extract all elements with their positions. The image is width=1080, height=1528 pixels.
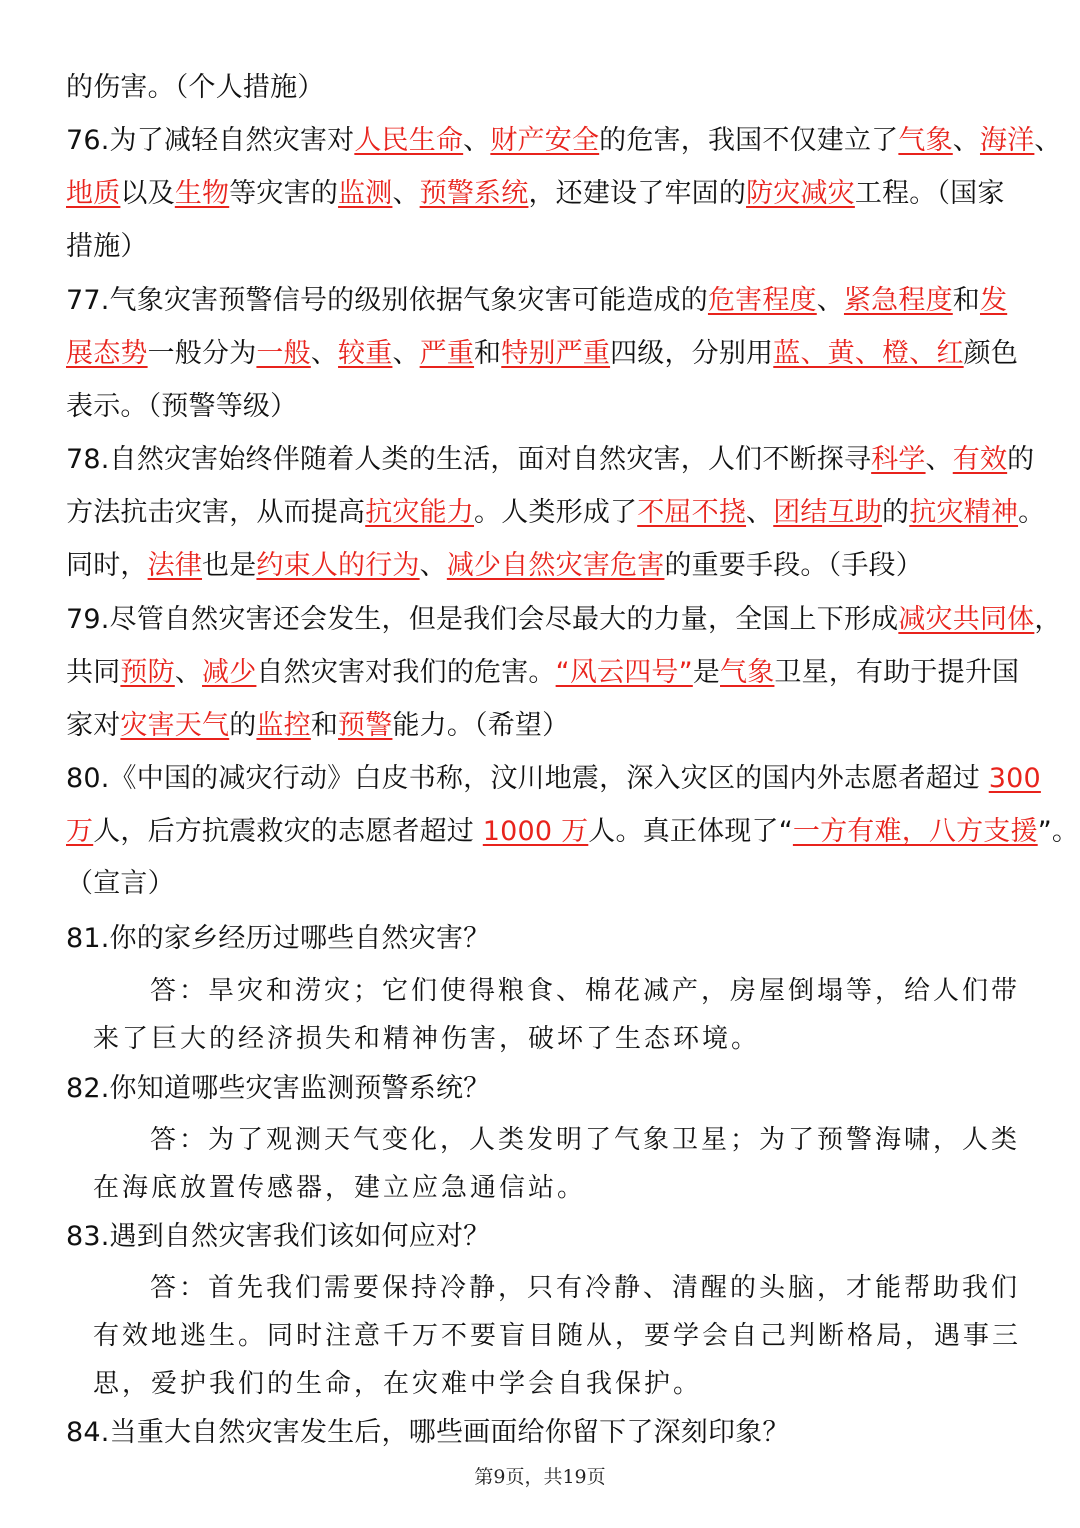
text-line [66,336,1018,372]
text-segment: 表示。（预警等级） [66,391,298,422]
answer-line [150,1122,1020,1158]
key-term: 减少 [202,657,257,688]
text-line [66,495,1045,531]
key-term: 预警系统 [419,178,529,209]
text-segment: 79.尽管自然灾害还会发生，但是我们会尽最大的力量，全国上下形成 [66,604,899,635]
text-segment: 82.你知道哪些灾害监测预警系统？ [66,1073,491,1104]
text-segment: 、 [419,550,447,581]
text-line [66,1415,790,1451]
text-segment: ”。 [1037,816,1080,847]
text-segment: 的 [882,497,910,528]
text-line [66,123,1062,159]
text-segment: 来了巨大的经济损失和精神伤害，破坏了生态环境。 [93,1024,761,1054]
text-line [66,814,1079,850]
text-line [66,602,1062,638]
text-segment: 。人类形成了 [474,497,638,528]
text-segment: 答：首先我们需要保持冷静，只有冷静、清醒的头脑，才能帮助我们 [150,1273,1021,1303]
text-segment: 的 [1007,444,1035,475]
key-term: 减少自然灾害危害 [446,550,665,581]
text-segment: 、 [392,338,420,369]
key-term: 展态势 [66,338,148,369]
text-segment: 在海底放置传感器，建立应急通信站。 [93,1173,587,1203]
key-term: 抗灾精神 [909,497,1019,528]
key-term: 监控 [256,710,311,741]
key-term: 约束人的行为 [256,550,420,581]
text-line [66,389,297,425]
text-segment: 思，爱护我们的生命，在灾难中学会自我保护。 [93,1369,703,1399]
key-term: 预警 [338,710,393,741]
key-term: 不屈不挠 [637,497,747,528]
key-term: 严重 [419,338,475,369]
key-term: 地质 [66,178,121,209]
text-segment: ， [1034,604,1062,635]
key-term: 预防 [120,657,175,688]
text-segment: 、 [925,444,953,475]
text-segment: 、 [392,178,420,209]
text-segment: 、 [1034,125,1062,156]
text-line [66,921,490,957]
text-segment: 也是 [202,550,257,581]
text-segment: 能力。（希望） [392,710,570,741]
text-segment: 、 [746,497,774,528]
text-segment: 和 [474,338,502,369]
key-term: 减灾共同体 [898,604,1035,635]
text-line [66,176,1005,212]
text-segment: 。 [1018,497,1046,528]
key-term: 特别严重 [501,338,611,369]
key-term: 一方有难，八方支援 [792,816,1038,847]
text-line [66,1219,490,1255]
text-segment: 答：为了观测天气变化，人类发明了气象卫星；为了预警海啸，人类 [150,1125,1021,1155]
key-term: 监测 [338,178,393,209]
text-segment: 同时， [66,550,148,581]
text-line [66,283,1007,319]
key-term: 危害程度 [707,285,817,316]
text-line [66,761,1041,797]
text-line [66,229,148,265]
text-segment: 方法抗击灾害，从而提高 [66,497,366,528]
key-term: 发 [979,285,1008,316]
text-line [66,70,325,106]
text-line [66,1071,490,1107]
key-term: 300 [988,763,1041,794]
key-term: 科学 [871,444,926,475]
key-term: “风云四号” [555,657,693,688]
text-segment: 和 [310,710,339,741]
text-segment: 81.你的家乡经历过哪些自然灾害？ [66,923,491,954]
key-term: 法律 [147,550,203,581]
text-line [66,708,569,744]
text-segment: 84.当重大自然灾害发生后，哪些画面给你留下了深刻印象？ [66,1417,790,1448]
key-term: 生物 [174,178,230,209]
text-segment: 的伤害。（个人措施） [66,72,325,103]
text-line [66,442,1034,478]
answer-line [93,1021,760,1057]
key-term: 财产安全 [490,125,600,156]
text-segment: 、 [310,338,339,369]
key-term: 气象 [898,125,953,156]
key-term: 1000 万 [482,816,589,847]
text-segment: 四级，分别用 [610,338,774,369]
text-segment: 工程。（国家 [854,178,1005,209]
text-segment: 颜色 [963,338,1019,369]
text-segment: 、 [952,125,980,156]
text-segment: 的重要手段。（手段） [664,550,923,581]
text-segment: 有效地逃生。同时注意千万不要盲目随从，要学会自己判断格局，遇事三 [93,1321,1022,1351]
key-term: 灾害天气 [120,710,230,741]
key-term: 一般 [256,338,311,369]
text-segment: 83.遇到自然灾害我们该如何应对？ [66,1221,491,1252]
text-segment: 共同 [66,657,121,688]
text-segment: 和 [952,285,980,316]
text-segment: 76.为了减轻自然灾害对 [66,125,355,156]
text-segment: ，还建设了牢固的 [528,178,747,209]
text-line [66,548,923,584]
page-number-footer: 第9页，共19页 [474,1466,606,1488]
text-segment: 人。真正体现了“ [588,816,793,847]
text-segment: 的危害，我国不仅建立了 [599,125,899,156]
text-segment: 、 [174,657,203,688]
key-term: 较重 [338,338,393,369]
text-line [66,655,1019,691]
key-term: 有效 [952,444,1008,475]
text-segment: 一般分为 [147,338,257,369]
text-segment: 家对 [66,710,121,741]
text-segment: 78.自然灾害始终伴随着人类的生活，面对自然灾害，人们不断探寻 [66,444,872,475]
answer-line [93,1318,1021,1354]
answer-line [93,1170,586,1206]
key-term: 抗灾能力 [365,497,475,528]
text-segment: 卫星，有助于提升国 [774,657,1020,688]
answer-line [150,973,1020,1009]
key-term: 万 [66,816,94,847]
key-term: 人民生命 [354,125,464,156]
text-segment: 的 [229,710,257,741]
text-segment: 、 [463,125,491,156]
text-segment: 等灾害的 [229,178,339,209]
text-segment: 77.气象灾害预警信号的级别依据气象灾害可能造成的 [66,285,708,316]
text-segment: 答：旱灾和涝灾；它们使得粮食、棉花减产，房屋倒塌等，给人们带 [150,976,1021,1006]
text-segment: 措施） [66,231,148,262]
answer-line [150,1270,1020,1306]
text-line [66,866,175,902]
key-term: 蓝、黄、橙、红 [773,338,964,369]
key-term: 气象 [720,657,775,688]
text-segment: 、 [816,285,844,316]
key-term: 防灾减灾 [746,178,855,209]
text-segment: 以及 [120,178,175,209]
text-segment: 自然灾害对我们的危害。 [256,657,556,688]
key-term: 紧急程度 [843,285,953,316]
key-term: 团结互助 [773,497,883,528]
answer-line [93,1366,702,1402]
text-segment: 80.《中国的减灾行动》白皮书称，汶川地震，深入灾区的国内外志愿者超过 [66,763,989,794]
text-segment: （宣言） [66,868,175,899]
text-segment: 人，后方抗震救灾的志愿者超过 [93,816,483,847]
text-segment: 是 [692,657,721,688]
key-term: 海洋 [979,125,1035,156]
